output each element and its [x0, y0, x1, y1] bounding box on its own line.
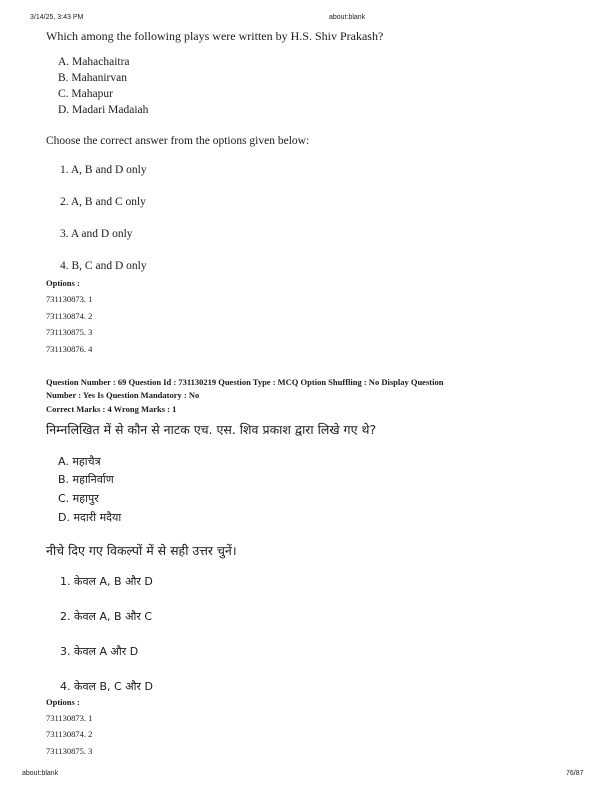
option-id: 731130874. 2 — [46, 311, 93, 321]
answer-choice: 3. केवल A और D — [60, 645, 139, 658]
option-id: 731130873. 1 — [46, 713, 93, 723]
answer-choice: 1. केवल A, B और D — [60, 575, 153, 588]
answer-choice: 2. केवल A, B और C — [60, 610, 153, 623]
list-item: A. महाचैत्र — [58, 455, 101, 468]
answer-choice: 2. A, B and C only — [60, 196, 146, 208]
answer-choice: 4. B, C and D only — [60, 260, 147, 272]
list-item: B. Mahanirvan — [58, 72, 127, 84]
list-item: D. Madari Madaiah — [58, 104, 149, 116]
page-number: 76/87 — [566, 770, 584, 777]
list-item: B. महानिर्वाण — [58, 473, 114, 486]
list-item: C. महापुर — [58, 492, 99, 505]
footer-url: about:blank — [22, 770, 59, 777]
question-text: Which among the following plays were written by H.S. Shiv Prakash? — [46, 29, 384, 43]
answer-choice: 4. केवल B, C और D — [60, 680, 153, 693]
list-item: C. Mahapur — [58, 88, 113, 100]
list-item: A. Mahachaitra — [58, 56, 130, 68]
question-meta: Question Number : 69 Question Id : 731130219 Question Type : MCQ Option Shuffling : No Display Question — [46, 377, 444, 387]
instruction-text-hindi: नीचे दिए गए विकल्पों में से सही उत्तर चुनें। — [46, 543, 237, 558]
print-datetime: 3/14/25, 3:43 PM — [30, 14, 84, 21]
marks-info: Correct Marks : 4 Wrong Marks : 1 — [46, 404, 177, 414]
options-label: Options : — [46, 697, 80, 707]
print-title: about:blank — [329, 14, 366, 21]
question-text-hindi: निम्नलिखित में से कौन से नाटक एच. एस. शिव प्रकाश द्वारा लिखे गए थे? — [46, 422, 377, 437]
answer-choice: 3. A and D only — [60, 228, 133, 240]
question-meta: Number : Yes Is Question Mandatory : No — [46, 390, 200, 400]
list-item: D. मदारी मदैया — [58, 511, 122, 524]
instruction-text: Choose the correct answer from the options given below: — [46, 135, 310, 147]
option-id: 731130874. 2 — [46, 729, 93, 739]
option-id: 731130873. 1 — [46, 294, 93, 304]
option-id: 731130875. 3 — [46, 327, 93, 337]
option-id: 731130876. 4 — [46, 344, 93, 354]
option-id: 731130875. 3 — [46, 746, 93, 756]
answer-choice: 1. A, B and D only — [60, 164, 147, 176]
options-label: Options : — [46, 278, 80, 288]
